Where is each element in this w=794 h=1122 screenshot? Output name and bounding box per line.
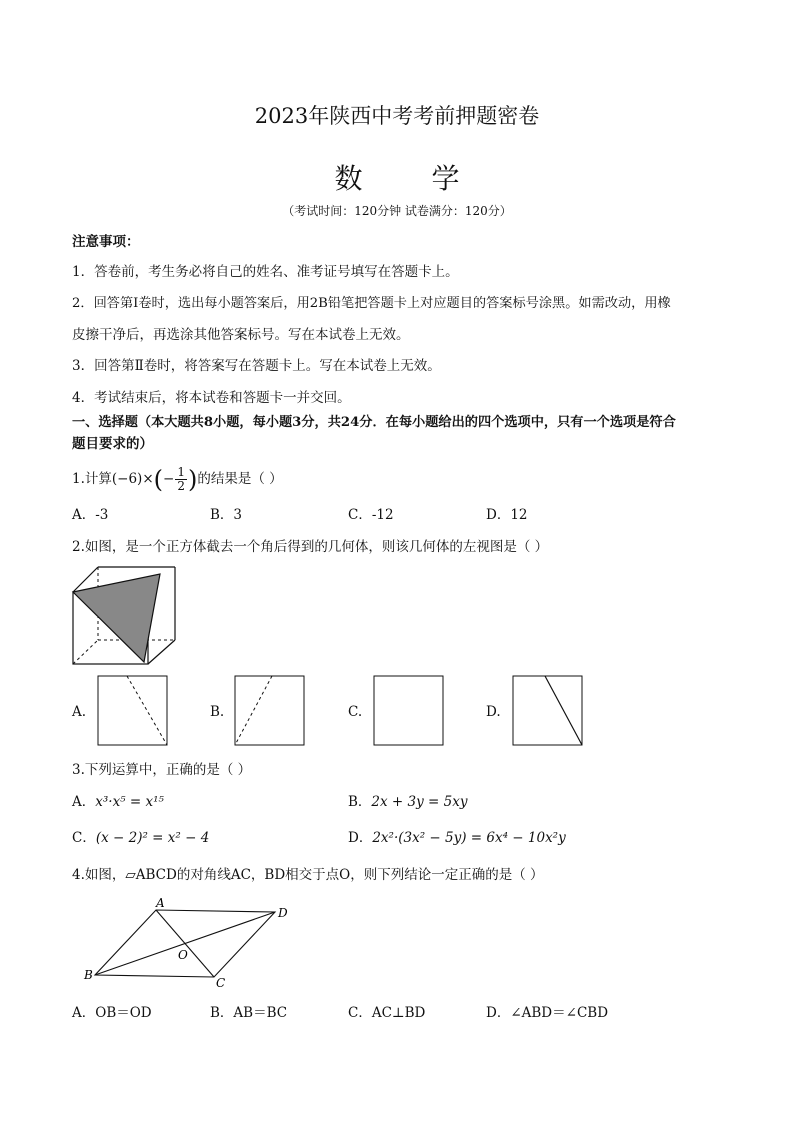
q4-option-b[interactable]: B．AB＝BC	[210, 1005, 288, 1021]
q3-option-c[interactable]: C．(x − 2)² = x² − 4	[72, 830, 210, 846]
paper-title: 2023年陕西中考考前押题密卷	[254, 104, 540, 128]
q2-option-b-label[interactable]: B.	[210, 704, 225, 720]
q2-option-d-label[interactable]: D.	[486, 704, 501, 720]
q2-option-d-figure[interactable]	[512, 675, 584, 747]
question-4-stem: 4.如图，▱ABCD的对角线AC，BD相交于点O，则下列结论一定正确的是（ ）	[72, 867, 544, 883]
notice-item-3: 3．回答第Ⅱ卷时，将答案写在答题卡上。写在本试卷上无效。	[72, 358, 441, 374]
q4-option-d[interactable]: D．∠ABD＝∠CBD	[486, 1005, 609, 1021]
notice-item-4: 4．考试结束后，将本试卷和答题卡一并交回。	[72, 390, 351, 406]
point-label-c: C	[216, 976, 226, 990]
exam-meta: （考试时间：120分钟 试卷满分：120分）	[282, 204, 512, 218]
q1-option-a[interactable]: A．-3	[72, 507, 109, 523]
point-label-a: A	[156, 896, 165, 910]
q1-option-b[interactable]: B．3	[210, 507, 243, 523]
q4-option-a[interactable]: A．OB＝OD	[72, 1005, 152, 1021]
q1-option-c[interactable]: C．-12	[348, 507, 394, 523]
question-2-stem: 2.如图，是一个正方体截去一个角后得到的几何体，则该几何体的左视图是（ ）	[72, 539, 549, 555]
q3-option-a[interactable]: A．x³·x⁵ = x¹⁵	[72, 794, 164, 810]
q4-parallelogram-figure	[80, 895, 300, 990]
notice-item-2-cont: 皮擦干净后，再选涂其他答案标号。写在本试卷上无效。	[72, 327, 410, 343]
q3-option-b[interactable]: B．2x + 3y = 5xy	[348, 794, 468, 810]
q1-prefix: 1.计算	[72, 471, 112, 487]
question-1-stem: 1.计算(−6)×(− $\frac{1}{2}$ )的结果是（ ）	[72, 465, 283, 494]
subject-title: 数 学	[334, 162, 490, 195]
q1-expr-a: (−6)×	[111, 471, 154, 487]
q4-option-c[interactable]: C．AC⊥BD	[348, 1005, 426, 1021]
q2-option-c-figure[interactable]	[373, 675, 445, 747]
point-label-d: D	[278, 906, 288, 920]
notice-item-2: 2．回答第Ⅰ卷时，选出每小题答案后，用2B铅笔把答题卡上对应题目的答案标号涂黑。如需改动，用橡	[72, 296, 671, 311]
q1-option-d[interactable]: D．12	[486, 507, 528, 523]
notice-item-1: 1．答卷前，考生务必将自己的姓名、准考证号填写在答题卡上。	[72, 264, 459, 280]
section-heading-line1: 一、选择题（本大题共8小题，每小题3分，共24分．在每小题给出的四个选项中，只有一个选项是符合	[72, 415, 676, 430]
q1-fraction: $\frac{1}{2}$	[177, 465, 185, 493]
notice-heading: 注意事项：	[72, 234, 140, 250]
q3-option-d[interactable]: D．2x²·(3x² − 5y) = 6x⁴ − 10x²y	[348, 830, 566, 846]
q2-option-a-label[interactable]: A.	[72, 704, 87, 720]
point-label-b: B	[84, 968, 93, 982]
point-label-o: O	[178, 948, 188, 962]
q2-cube-figure	[68, 562, 186, 670]
q2-option-a-figure[interactable]	[97, 675, 169, 747]
q2-option-c-label[interactable]: C.	[348, 704, 363, 720]
q2-option-b-figure[interactable]	[234, 675, 306, 747]
q1-suffix: 的结果是（ ）	[197, 471, 283, 487]
question-3-stem: 3.下列运算中，正确的是（ ）	[72, 762, 252, 778]
section-heading-line2: 题目要求的）	[72, 436, 153, 452]
